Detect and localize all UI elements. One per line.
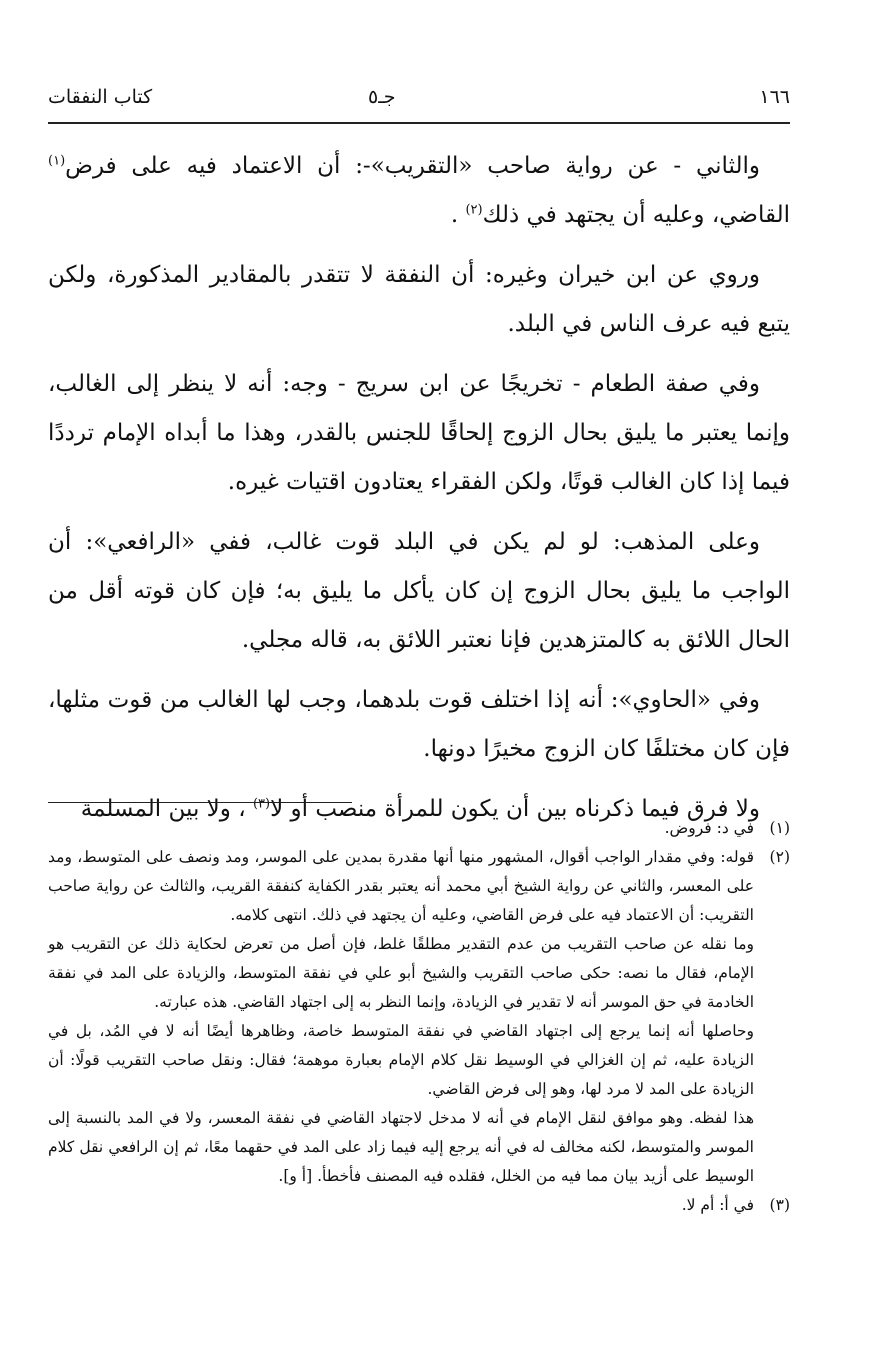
volume-label: جـ٥: [368, 86, 396, 108]
footnotes: [48, 814, 790, 1220]
header-divider: [48, 122, 790, 124]
paragraph: وفي «الحاوي»: أنه إذا اختلف قوت بلدهما، وجب لها الغالب من قوت مثلها، فإن كان مختلفًا كان الزوج مخيرًا دونها.: [48, 687, 790, 762]
footnote-ref: (٣): [252, 796, 271, 812]
footnote-number: (٢): [769, 848, 790, 866]
footnote: [48, 814, 790, 843]
footnote-text: قوله: وفي مقدار الواجب أقوال، المشهور منها أنها مقدرة بمدين على الموسر، ومد ونصف على المتوسط، ومد على المعسر، والثاني عن رواية الشيخ أبي محمد أنه يعتبر بقدر الكفاية كنفقة القريب، والثالث عن رواية صاحب التقريب: أن الاعتماد فيه على فرض القاضي، وعليه أن يجتهد في ذلك. انتهى كلامه.: [48, 848, 754, 924]
footnote-ref: (٢): [465, 202, 483, 218]
footnote-divider: [48, 802, 352, 803]
footnote-text: وما نقله عن صاحب التقريب من عدم التقدير مطلقًا غلط، فإن أصل من تعرض لحكاية ذلك عن التقريب هو الإمام، فقال ما نصه: حكى صاحب التقريب والشيخ أبو علي في نفقة المتوسط، والزيادة على المد في نفقة الخادمة في حق الموسر أنه لا تقدير في الزيادة، وإنما النظر به إلى اجتهاد القاضي. هذه عبارته.: [48, 935, 754, 1011]
main-text: [48, 142, 790, 845]
footnote-text: في د: فروض.: [664, 819, 754, 837]
footnote-number: (١): [769, 819, 790, 837]
paragraph: وروي عن ابن خيران وغيره: أن النفقة لا تتقدر بالمقادير المذكورة، ولكن يتبع فيه عرف الناس في البلد.: [48, 262, 790, 337]
paragraph: والثاني - عن رواية صاحب «التقريب»-: أن الاعتماد فيه على فرض$^{(١)}$ القاضي، وعليه أن يجتهد في ذلك$^{(٢)}$ .: [48, 153, 790, 228]
footnote-text: وحاصلها أنه إنما يرجع إلى اجتهاد القاضي في نفقة المتوسط خاصة، وظاهرها أيضًا أنه لا في المُد، بل في الزيادة عليه، ثم إن الغزالي في الوسيط نقل كلام الإمام بعبارة موهمة؛ فقال: ونقل صاحب التقريب قولًا: أن الزيادة على المد لا مرد لها، وهو إلى فرض القاضي.: [48, 1022, 754, 1098]
paragraph: ولا فرق فيما ذكرناه بين أن يكون للمرأة منصب أو لا$^{(٣)}$ ، ولا بين المسلمة: [80, 796, 760, 822]
footnote-number: (٣): [769, 1196, 790, 1214]
page-header: [48, 86, 790, 116]
book-title: كتاب النفقات: [48, 86, 153, 108]
footnote-text: في أ: أم لا.: [681, 1196, 754, 1214]
book-page: [48, 0, 790, 1372]
footnote-text: هذا لفظه. وهو موافق لنقل الإمام في أنه لا مدخل لاجتهاد القاضي في نفقة المعسر، ولا في المد بالنسبة إلى الموسر والمتوسط، لكنه مخالف له في أنه يرجع إليه فيما زاد على المد في حقهما معًا، ثم إن الرافعي نقل كلام الوسيط على أزيد بيان مما فيه من الخلل، فقلده فيه المصنف فأخطأ. [أ و].: [48, 1109, 754, 1185]
page-number: ١٦٦: [759, 86, 790, 108]
footnote-ref: (١): [48, 153, 66, 169]
paragraph: وفي صفة الطعام - تخريجًا عن ابن سريج - وجه: أنه لا ينظر إلى الغالب، وإنما يعتبر ما يليق بحال الزوج إلحاقًا للجنس بالقدر، وهذا ما أبداه الإمام ترددًا فيما إذا كان الغالب قوتًا، ولكن الفقراء يعتادون اقتيات غيره.: [48, 371, 790, 495]
paragraph: وعلى المذهب: لو لم يكن في البلد قوت غالب، ففي «الرافعي»: أن الواجب ما يليق بحال الزوج إن كان يأكل ما يليق به؛ فإن كان قوته أقل من الحال اللائق به كالمتزهدين فإنا نعتبر اللائق به، قاله مجلي.: [48, 529, 790, 653]
footnote: [48, 1191, 790, 1220]
footnote: [48, 843, 790, 1191]
